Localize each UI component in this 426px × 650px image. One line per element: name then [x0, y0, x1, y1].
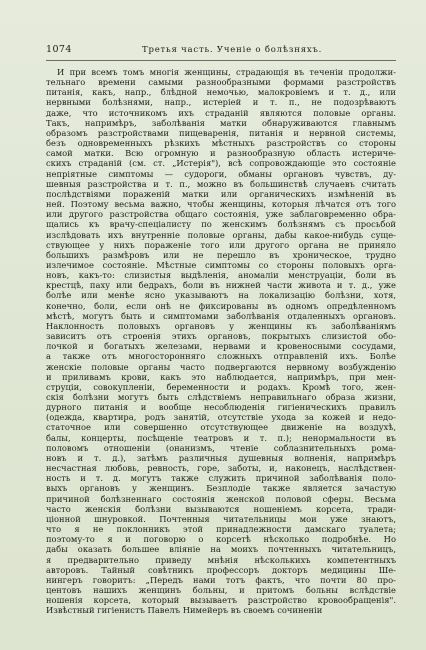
text-line: причиной болѣзненнаго состоянія женской половой сферы. Весьма	[46, 493, 396, 504]
text-line: скія болѣзни могутъ быть слѣдствіемъ неправильнаго образа жизни,	[46, 392, 396, 402]
text-line: непріятные симптомы — судороги, обманы органовъ чувствъ, ду-	[46, 168, 396, 179]
page-header	[46, 44, 396, 56]
text-line: изслѣдовать ихъ внутренніе половые органы, дабы какое-нибудь суще-	[46, 229, 396, 240]
text-line: излечимое состояніе. Мѣстные симптомы со стороны половыхъ орга-	[46, 259, 396, 270]
text-line: тельнаго времени самыми разнообразными формами разстройствъ	[46, 77, 396, 88]
text-line: мѣстѣ, могутъ быть и симптомами заболѣванія отдаленныхъ органовъ.	[46, 310, 396, 321]
text-line: и приливамъ крови, какъ это наблюдается, напримѣръ, при мен-	[46, 371, 396, 382]
text-line: женскіе половые органы часто подвергаются нервному возбужденію	[46, 361, 396, 372]
text-line: балы, концерты, посѣщеніе театровъ и т. п.); ненормальности въ	[46, 432, 396, 443]
page-number: 1074	[46, 44, 72, 55]
text-line: образомъ разстройствами пищеваренія, питанія и нервной системы,	[46, 127, 396, 138]
text-line: центовъ нашихъ женщинъ больны, и притомъ больны вслѣдствіе	[46, 584, 396, 595]
text-line: ней. Поэтому весьма важно, чтобы женщины, которыя лѣчатся отъ того	[46, 199, 396, 210]
text-line: безъ одновременныхъ рѣзкихъ мѣстныхъ разстройствъ со стороны	[46, 138, 396, 149]
text-line: послѣдствіями пораженій матки или органическихъ измѣненій въ	[46, 188, 396, 199]
text-line: статочное или совершенно отсутствующее движеніе на воздухѣ,	[46, 422, 396, 433]
text-line: щались къ врачу-спеціалисту по женскимъ болѣзнямъ съ просьбой	[46, 219, 396, 230]
text-line: несчастная любовь, ревность, горе, заботы, и, наконецъ, наслѣдствен-	[46, 463, 396, 474]
text-line: Извѣстный гигіенистъ Павелъ Нимейеръ въ своемъ сочиненіи	[46, 605, 323, 616]
text-line: зависитъ отъ строенія этихъ органовъ, покрытыхъ слизистой обо-	[46, 331, 396, 342]
text-line: Наклонность половыхъ органовъ у женщины къ заболѣваніямъ	[46, 320, 396, 331]
text-line: конечно, боли, если онѣ не фиксированы въ одномъ опредѣленномъ	[46, 300, 396, 311]
text-line: струціи, совокупленіи, беременности и родахъ. Кромѣ того, жен-	[46, 381, 396, 392]
header-rule	[46, 60, 396, 61]
text-line: я предварительно приведу мнѣнія нѣсколькихъ компетентныхъ	[46, 554, 396, 565]
text-line: И при всемъ томъ многія женщины, страдающія въ теченіи продолжи-	[57, 67, 396, 77]
text-line: ношенія корсета, который вызываетъ разстройство кровообращенія".	[46, 595, 396, 606]
text-line: новъ, какъ-то: слизистыя выдѣленія, аномаліи менструаціи, боли въ	[46, 270, 396, 281]
text-line: часто женскія болѣзни вызываются ношеніемъ корсета, тради-	[46, 503, 396, 514]
text-line: половомъ отношеніи (онанизмъ, чтеніе соблазнительныхъ рома-	[46, 442, 396, 453]
text-line: даже, что источникомъ ихъ страданій являются половые органы.	[46, 107, 396, 118]
text-line: новъ и т. д.), затѣмъ различныя душевныя волненія, напримѣръ	[46, 452, 396, 463]
text-line: крестцѣ, паху или бедрахъ, боли въ нижней части живота и т. д., уже	[46, 280, 396, 291]
text-line: самой матки. Всю огромную и разнообразную область истериче-	[46, 148, 396, 159]
text-line: лочкой и богатыхъ железами, нервами и кровеносными сосудами,	[46, 341, 396, 352]
text-line: нервными болѣзнями, напр., истеріей и т. п., не подозрѣваютъ	[46, 97, 396, 108]
text-line: скихъ страданій (см. ст. „Истерія"), всѣ сопровождающіе это состояніе	[46, 158, 396, 169]
text-line: авторовъ. Тайный совѣтникъ профессоръ докторъ медицины Ше-	[46, 564, 396, 575]
text-line: ствующее у нихъ пораженіе того или другого органа не приняло	[46, 239, 396, 250]
text-line: выхъ органовъ у женщинъ. Безплодіе также является зачастую	[46, 483, 396, 494]
text-line: ціонной шнуровкой. Почтенныя читательницы мои уже знаютъ,	[46, 513, 396, 524]
text-line: Такъ, напримѣръ, заболѣванія матки обнаруживаются главнымъ	[46, 117, 396, 128]
body-text	[46, 67, 396, 615]
text-line: а также отъ многосторонняго сложныхъ отправленій ихъ. Болѣе	[46, 351, 396, 362]
text-line: дабы оказать большее вліяніе на моихъ почтенныхъ читательницъ,	[46, 544, 396, 555]
text-line: (одежда, квартира, родъ занятій, отсутствіе ухода за кожей и недо-	[46, 412, 396, 423]
running-title: Третья часть. Ученіе о болѣзняхъ.	[142, 45, 323, 55]
text-line: нингеръ говоритъ: „Передъ нами тотъ фактъ, что почти 80 про-	[46, 574, 396, 585]
text-line: дурного питанія и вообще несоблюденія гигіеническихъ правилъ	[46, 402, 396, 413]
text-line: болѣе или менѣе ясно указываютъ на локализацію болѣзни, хотя,	[46, 290, 396, 301]
text-line: большихъ размѣровъ или не перешло въ хроническое, трудно	[46, 249, 396, 260]
text-line: поэтому-то я и поговорю о корсетѣ нѣсколько подробнѣе. Но	[46, 534, 396, 545]
text-line: ность и т. д. могутъ также служить причиной заболѣванія поло-	[46, 473, 396, 484]
text-line: или другого разстройства общаго состоянія, уже заблаговременно обра-	[46, 209, 396, 220]
text-line: шевныя разстройства и т. п., можно въ большинствѣ случаевъ считать	[46, 178, 396, 189]
text-line: питанія, какъ, напр., блѣдной немочью, малокровіемъ и т. д., или	[46, 87, 396, 98]
text-line: что я не поклонникъ этой принадлежности дамскаго туалета;	[46, 524, 396, 535]
